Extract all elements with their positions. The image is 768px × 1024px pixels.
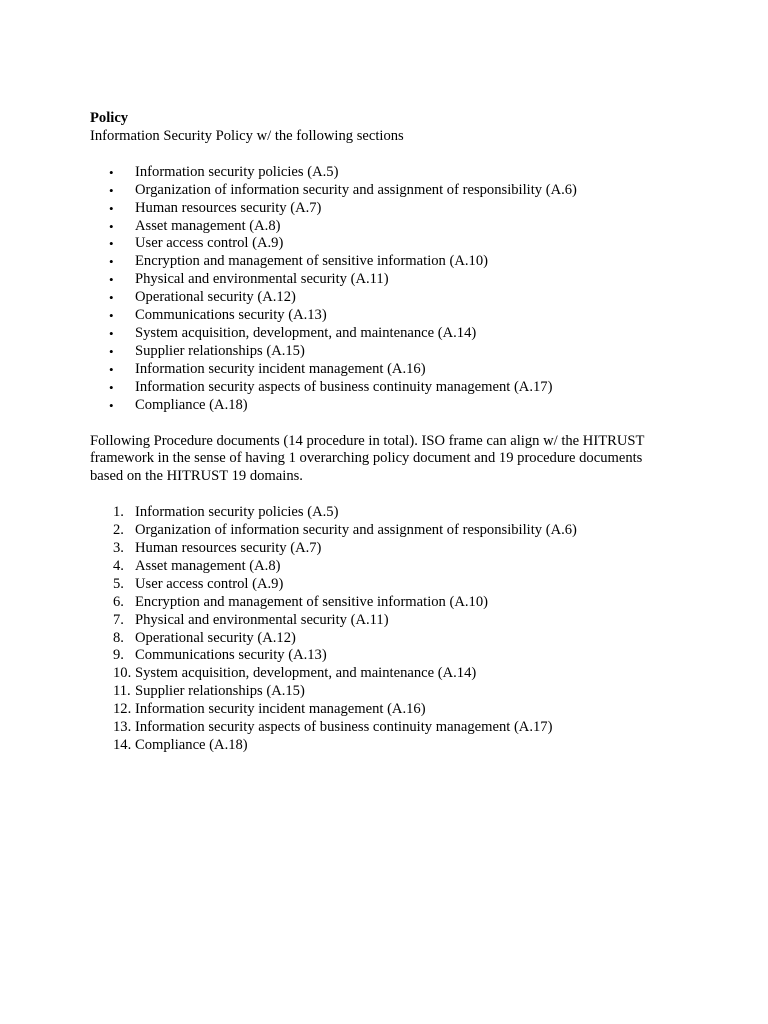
bullet-marker: • [109,308,114,324]
list-item-text: Asset management (A.8) [135,217,281,234]
bullet-marker: • [109,325,114,341]
list-number: 6. [113,593,124,610]
bullet-marker: • [109,361,114,377]
list-item [90,218,690,236]
list-item-text: Physical and environmental security (A.11) [135,271,389,288]
bullet-marker: • [109,164,114,180]
list-item [90,253,690,271]
list-item [90,379,690,397]
list-item [90,594,690,612]
list-item [90,540,690,558]
procedure-paragraph: Following Procedure documents (14 procedure in total). ISO frame can align w/ the HITRUST framework in the sense of having 1 overarching policy document and 19 procedure documents based on the HITRUST 19 domains. [90,432,645,485]
list-item-text: User access control (A.9) [135,235,284,252]
list-number: 3. [113,540,124,557]
list-number: 1. [113,504,124,521]
bullet-marker: • [109,182,114,198]
list-item [90,182,690,200]
list-item [90,522,690,540]
list-item-text: Human resources security (A.7) [135,540,322,557]
list-number: 11. [113,683,131,700]
bullet-marker: • [109,272,114,288]
list-item-text: Organization of information security and assignment of responsibility (A.6) [135,181,577,198]
list-item-text: Information security aspects of business continuity management (A.17) [135,719,553,736]
bullet-list [90,164,690,415]
list-item-text: Operational security (A.12) [135,629,296,646]
list-item [90,361,690,379]
list-item-text: Communications security (A.13) [135,307,327,324]
list-item [90,164,690,182]
list-item-text: System acquisition, development, and maintenance (A.14) [135,324,477,341]
list-item [90,737,690,755]
list-item [90,612,690,630]
list-item-text: Compliance (A.18) [135,737,248,753]
list-item [90,289,690,307]
list-number: 4. [113,557,124,574]
list-item [90,200,690,218]
list-item-text: Organization of information security and assignment of responsibility (A.6) [135,522,577,539]
list-item-text: Supplier relationships (A.15) [135,683,305,700]
bullet-marker: • [109,200,114,216]
list-item [90,397,690,415]
list-item-text: Information security policies (A.5) [135,163,339,180]
list-item [90,504,690,522]
list-item [90,307,690,325]
list-item-text: Encryption and management of sensitive information (A.10) [135,253,488,270]
list-number: 5. [113,575,124,592]
list-item [90,665,690,683]
intro-text: Information Security Policy w/ the following sections [90,127,404,144]
list-number: 10. [113,665,132,682]
list-item-text: Supplier relationships (A.15) [135,342,305,359]
bullet-marker: • [109,379,114,395]
document-page [90,110,690,755]
list-item-text: Human resources security (A.7) [135,199,322,216]
list-item [90,235,690,253]
list-item [90,558,690,576]
list-item-text: Asset management (A.8) [135,557,281,574]
list-item [90,647,690,665]
list-item-text: Physical and environmental security (A.11) [135,611,389,628]
list-number: 8. [113,629,124,646]
numbered-list [90,504,690,755]
list-number: 13. [113,719,132,736]
list-item [90,343,690,361]
list-item-text: Operational security (A.12) [135,289,296,306]
list-item-text: Communications security (A.13) [135,647,327,664]
list-item-text: Information security incident management (A.16) [135,701,426,718]
list-item [90,719,690,737]
list-item [90,701,690,719]
list-number: 12. [113,701,132,718]
list-item-text: System acquisition, development, and maintenance (A.14) [135,665,477,682]
list-item-text: Information security policies (A.5) [135,504,339,521]
list-number: 9. [113,647,124,664]
bullet-marker: • [109,290,114,306]
bullet-marker: • [109,218,114,234]
list-number: 2. [113,522,124,539]
bullet-marker: • [109,236,114,252]
list-item [90,271,690,289]
list-item-text: Encryption and management of sensitive information (A.10) [135,593,488,610]
bullet-marker: • [109,397,114,413]
list-item-text: Information security aspects of business continuity management (A.17) [135,378,553,395]
bullet-marker: • [109,254,114,270]
list-item-text: Information security incident management (A.16) [135,360,426,377]
section-heading: Policy [90,110,129,126]
list-item [90,325,690,343]
list-number: 7. [113,611,124,628]
list-item [90,576,690,594]
list-item [90,683,690,701]
list-item [90,630,690,648]
bullet-marker: • [109,343,114,359]
list-number: 14. [113,737,132,753]
list-item-text: Compliance (A.18) [135,396,248,413]
list-item-text: User access control (A.9) [135,575,284,592]
